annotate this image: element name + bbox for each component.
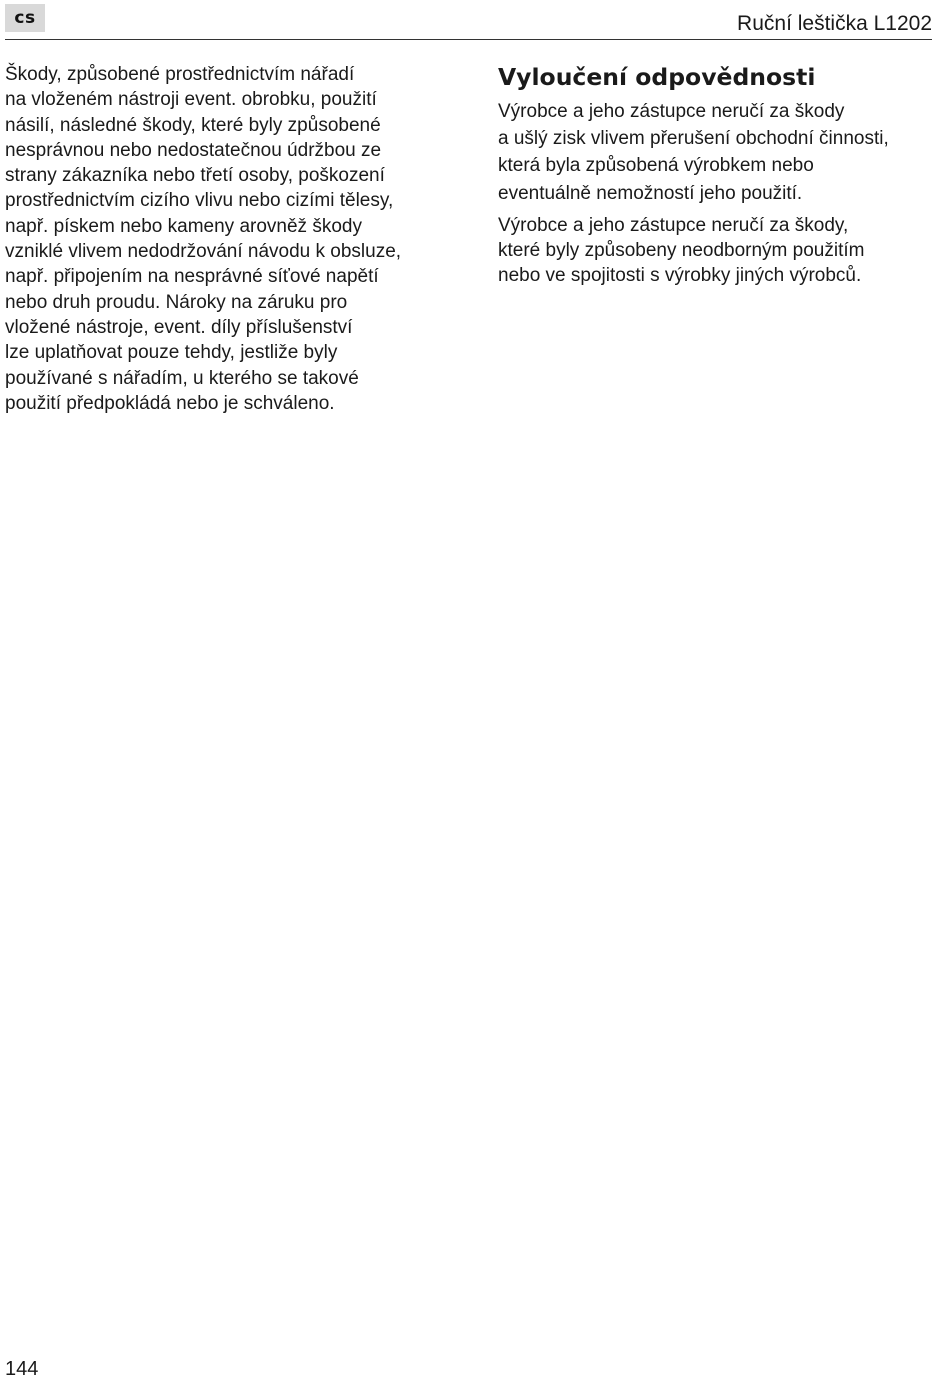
text-line: strany zákazníka nebo třetí osoby, poškození	[5, 165, 385, 187]
text-line: a ušlý zisk vlivem přerušení obchodní činnosti,	[498, 128, 889, 150]
text-line: Výrobce a jeho zástupce neručí za škody,	[498, 214, 849, 236]
left-column	[5, 62, 463, 416]
text-line: vložené nástroje, event. díly příslušenství	[5, 316, 353, 338]
text-line: které byly způsobeny neodborným použitím	[498, 240, 865, 262]
text-line: prostřednictvím cizího vlivu nebo cizími tělesy,	[5, 190, 394, 212]
warranty-exclusions-paragraph	[5, 62, 463, 416]
text-line: vzniklé vlivem nedodržování návodu k obsluze,	[5, 241, 402, 263]
text-line: použití předpokládá nebo je schváleno.	[5, 392, 335, 414]
text-line: nebo ve spojitosti s výrobky jiných výrobců.	[498, 265, 862, 287]
text-line: Výrobce a jeho zástupce neručí za škody	[498, 101, 845, 122]
header-divider	[5, 39, 932, 40]
right-column	[498, 62, 938, 289]
text-line: používané s nářadím, u kterého se takové	[5, 367, 359, 389]
section-heading: Vyloučení odpovědnosti	[498, 63, 816, 91]
liability-paragraph-1	[498, 98, 938, 207]
liability-paragraph-2	[498, 213, 938, 289]
text-line: na vloženém nástroji event. obrobku, použití	[5, 89, 377, 111]
text-line: nesprávnou nebo nedostatečnou údržbou ze	[5, 139, 382, 161]
text-line: násilí, následné škody, které byly způsobené	[5, 114, 381, 136]
text-line: Škody, způsobené prostřednictvím nářadí	[5, 64, 355, 85]
document-title: Ruční leštička L1202	[737, 12, 932, 35]
text-line: např. pískem nebo kameny arovněž škody	[5, 215, 362, 237]
text-line: nebo druh proudu. Nároky na záruku pro	[5, 291, 348, 313]
page-number: 144	[5, 1358, 39, 1380]
text-line: např. připojením na nesprávné síťové napětí	[5, 266, 379, 288]
text-line: eventuálně nemožností jeho použití.	[498, 182, 803, 204]
language-badge: cs	[5, 4, 45, 32]
text-line: lze uplatňovat pouze tehdy, jestliže byly	[5, 342, 338, 364]
text-line: která byla způsobená výrobkem nebo	[498, 155, 814, 177]
